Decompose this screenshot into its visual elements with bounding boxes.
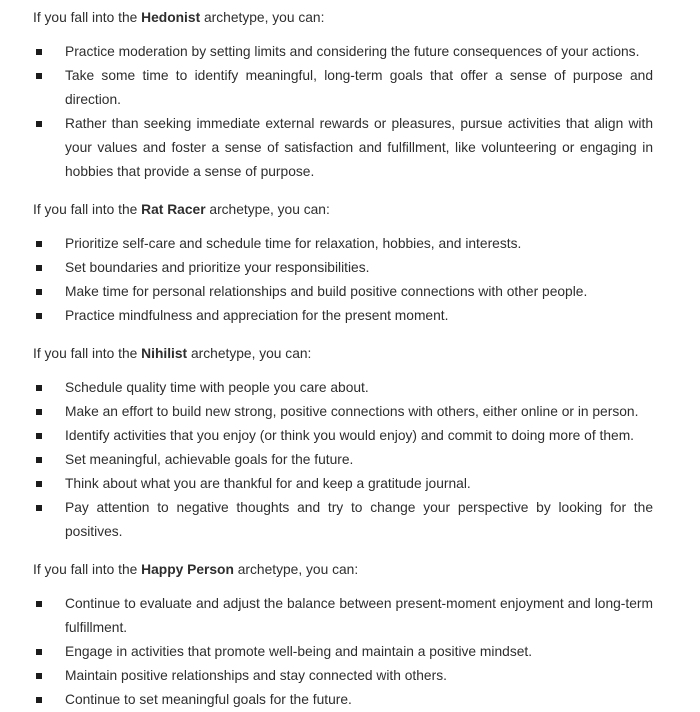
bullet-square-icon — [36, 313, 42, 319]
list-item-text: Continue to set meaningful goals for the future. — [65, 692, 352, 707]
archetype-name: Happy Person — [141, 562, 234, 577]
list-item-text: Make an effort to build new strong, positive connections with others, either online or in person. — [65, 404, 639, 419]
list-item-text: Schedule quality time with people you care about. — [65, 380, 369, 395]
bullet-square-icon — [36, 385, 42, 391]
list-item-text: Set boundaries and prioritize your responsibilities. — [65, 260, 370, 275]
advice-list — [33, 40, 653, 184]
bullet-square-icon — [36, 265, 42, 271]
heading-suffix: archetype, you can: — [187, 346, 312, 361]
list-item — [33, 640, 653, 664]
list-item — [33, 304, 653, 328]
advice-list — [33, 592, 653, 712]
archetype-section-happy-person — [33, 558, 653, 712]
heading-prefix: If you fall into the — [33, 562, 142, 577]
archetype-section-nihilist — [33, 342, 653, 544]
list-item-text: Pay attention to negative thoughts and try to change your perspective by looking for the positives. — [65, 500, 653, 539]
bullet-square-icon — [36, 673, 42, 679]
list-item-text: Take some time to identify meaningful, long-term goals that offer a sense of purpose and direction. — [65, 68, 653, 107]
bullet-square-icon — [36, 73, 42, 79]
heading-prefix: If you fall into the — [33, 202, 142, 217]
list-item — [33, 232, 653, 256]
advice-list — [33, 232, 653, 328]
list-item — [33, 400, 653, 424]
advice-list — [33, 376, 653, 544]
list-item — [33, 40, 653, 64]
list-item — [33, 376, 653, 400]
list-item-text: Engage in activities that promote well-being and maintain a positive mindset. — [65, 644, 533, 659]
archetype-name: Nihilist — [141, 346, 188, 361]
bullet-square-icon — [36, 241, 42, 247]
section-heading — [33, 558, 653, 582]
list-item-text: Think about what you are thankful for and keep a gratitude journal. — [65, 476, 471, 491]
bullet-square-icon — [36, 505, 42, 511]
list-item — [33, 112, 653, 184]
list-item — [33, 424, 653, 448]
list-item-text: Set meaningful, achievable goals for the future. — [65, 452, 354, 467]
heading-suffix: archetype, you can: — [233, 562, 359, 577]
bullet-square-icon — [36, 49, 42, 55]
heading-prefix: If you fall into the — [33, 346, 142, 361]
list-item — [33, 280, 653, 304]
heading-prefix: If you fall into the — [33, 10, 142, 25]
list-item-text: Rather than seeking immediate external rewards or pleasures, pursue activities that align with your values and foster a sense of satisfaction and fulfillment, like volunteering or engaging in hobbies that provide a sense of purpose. — [65, 116, 653, 179]
list-item — [33, 64, 653, 112]
list-item — [33, 688, 653, 712]
list-item-text: Identify activities that you enjoy (or think you would enjoy) and commit to doing more of them. — [65, 428, 635, 443]
archetype-section-hedonist — [33, 6, 653, 184]
bullet-square-icon — [36, 481, 42, 487]
bullet-square-icon — [36, 649, 42, 655]
list-item — [33, 448, 653, 472]
section-heading — [33, 6, 653, 30]
archetype-name: Hedonist — [141, 10, 201, 25]
bullet-square-icon — [36, 289, 42, 295]
heading-suffix: archetype, you can: — [205, 202, 330, 217]
bullet-square-icon — [36, 121, 42, 127]
bullet-square-icon — [36, 457, 42, 463]
bullet-square-icon — [36, 697, 42, 703]
archetype-name: Rat Racer — [141, 202, 206, 217]
list-item-text: Practice mindfulness and appreciation for the present moment. — [65, 308, 449, 323]
list-item-text: Continue to evaluate and adjust the balance between present-moment enjoyment and long-term fulfillment. — [65, 596, 653, 635]
heading-suffix: archetype, you can: — [200, 10, 325, 25]
list-item-text: Make time for personal relationships and build positive connections with other people. — [65, 284, 588, 299]
list-item — [33, 256, 653, 280]
list-item-text: Prioritize self-care and schedule time for relaxation, hobbies, and interests. — [65, 236, 522, 251]
list-item — [33, 496, 653, 544]
list-item — [33, 664, 653, 688]
list-item — [33, 592, 653, 640]
document-page — [33, 6, 653, 712]
archetype-section-rat-racer — [33, 198, 653, 328]
bullet-square-icon — [36, 409, 42, 415]
bullet-square-icon — [36, 601, 42, 607]
section-heading — [33, 342, 653, 366]
list-item-text: Practice moderation by setting limits and considering the future consequences of your actions. — [65, 44, 640, 59]
section-heading — [33, 198, 653, 222]
list-item — [33, 472, 653, 496]
list-item-text: Maintain positive relationships and stay connected with others. — [65, 668, 447, 683]
bullet-square-icon — [36, 433, 42, 439]
